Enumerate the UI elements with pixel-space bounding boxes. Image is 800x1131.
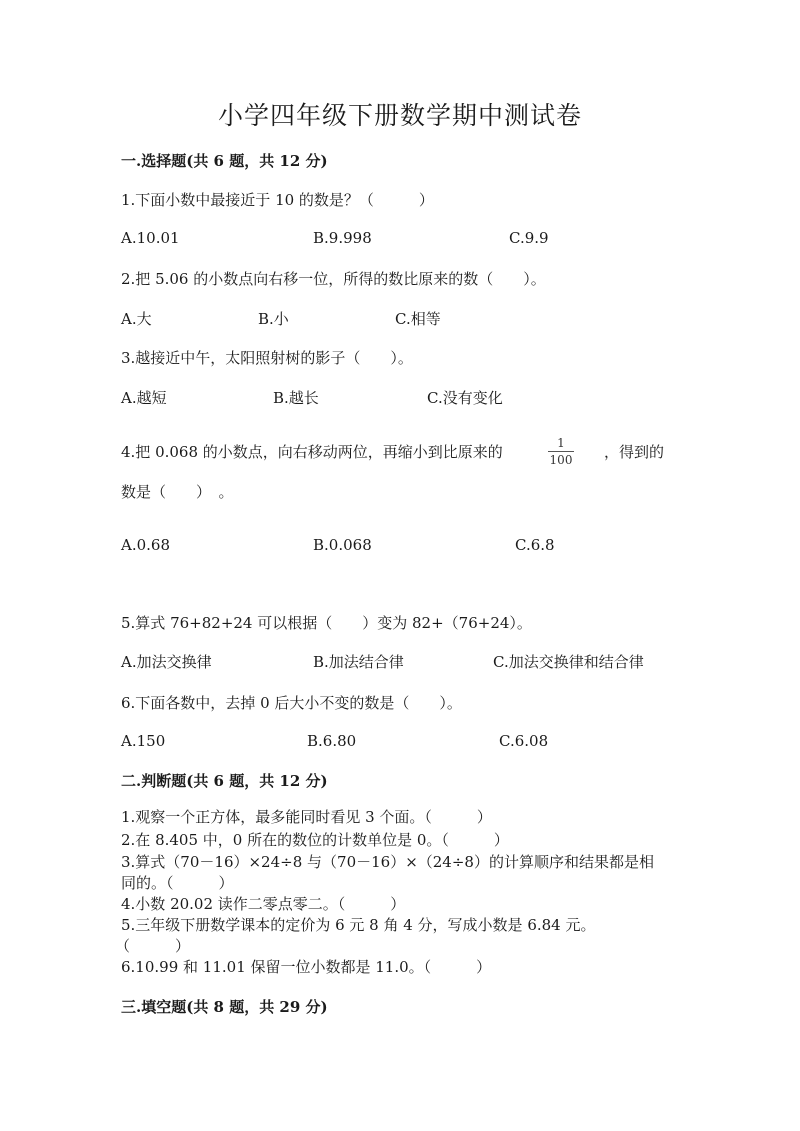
- option-c: C.相等: [395, 310, 441, 328]
- fraction-numerator: 1: [548, 437, 574, 452]
- question-5: 5.算式 76+82+24 可以根据（ ）变为 82+（76+24）。: [121, 614, 532, 632]
- page-title: 小学四年级下册数学期中测试卷: [217, 101, 582, 130]
- option-c: C.6.08: [499, 732, 549, 750]
- judge-item-5-cont: （ ）: [115, 937, 191, 955]
- judge-item-3-cont: 同的。（ ）: [121, 874, 234, 892]
- option-a: A.加法交换律: [121, 653, 212, 671]
- judge-item-5: 5.三年级下册数学课本的定价为 6 元 8 角 4 分，写成小数是 6.84 元。: [121, 916, 596, 934]
- option-b: B.9.998: [313, 229, 372, 247]
- option-b: B.加法结合律: [313, 653, 404, 671]
- section-heading-judge: 二.判断题(共 6 题，共 12 分): [121, 772, 328, 790]
- fraction: [548, 437, 574, 467]
- question-3: 3.越接近中午，太阳照射树的影子（ ）。: [121, 349, 413, 367]
- option-a: A.0.68: [121, 536, 170, 554]
- option-c: C.6.8: [515, 536, 555, 554]
- option-a: A.大: [121, 310, 152, 328]
- question-1: 1.下面小数中最接近于 10 的数是？（ ）: [121, 191, 434, 209]
- option-a: A.越短: [121, 389, 167, 407]
- option-b: B.0.068: [313, 536, 372, 554]
- judge-item-2: 2.在 8.405 中，0 所在的数位的计数单位是 0。（ ）: [121, 831, 509, 849]
- section-heading-choice: 一.选择题(共 6 题，共 12 分): [121, 152, 328, 170]
- judge-item-6: 6.10.99 和 11.01 保留一位小数都是 11.0。（ ）: [121, 958, 492, 976]
- question-2: 2.把 5.06 的小数点向右移一位，所得的数比原来的数（ ）。: [121, 270, 546, 288]
- fraction-denominator: 100: [549, 453, 573, 467]
- question-6: 6.下面各数中，去掉 0 后大小不变的数是（ ）。: [121, 694, 462, 712]
- option-b: B.6.80: [307, 732, 357, 750]
- judge-item-3: 3.算式（70－16）×24÷8 与（70－16）×（24÷8）的计算顺序和结果都是相: [121, 853, 654, 871]
- option-a: A.150: [121, 732, 166, 750]
- option-b: B.越长: [273, 389, 319, 407]
- option-a: A.10.01: [121, 229, 180, 247]
- option-c: C.没有变化: [427, 389, 503, 407]
- question-4-line2: 数是（ ） 。: [121, 483, 234, 501]
- question-4-line1-end: ，得到的: [604, 443, 665, 461]
- option-c: C.加法交换律和结合律: [493, 653, 644, 671]
- judge-item-1: 1.观察一个正方体，最多能同时看见 3 个面。（ ）: [121, 808, 492, 826]
- question-4-line1: 4.把 0.068 的小数点，向右移动两位，再缩小到比原来的: [121, 443, 503, 461]
- section-heading-fill: 三.填空题(共 8 题，共 29 分): [121, 998, 328, 1016]
- option-b: B.小: [258, 310, 289, 328]
- judge-item-4: 4.小数 20.02 读作二零点零二。（ ）: [121, 895, 406, 913]
- option-c: C.9.9: [509, 229, 549, 247]
